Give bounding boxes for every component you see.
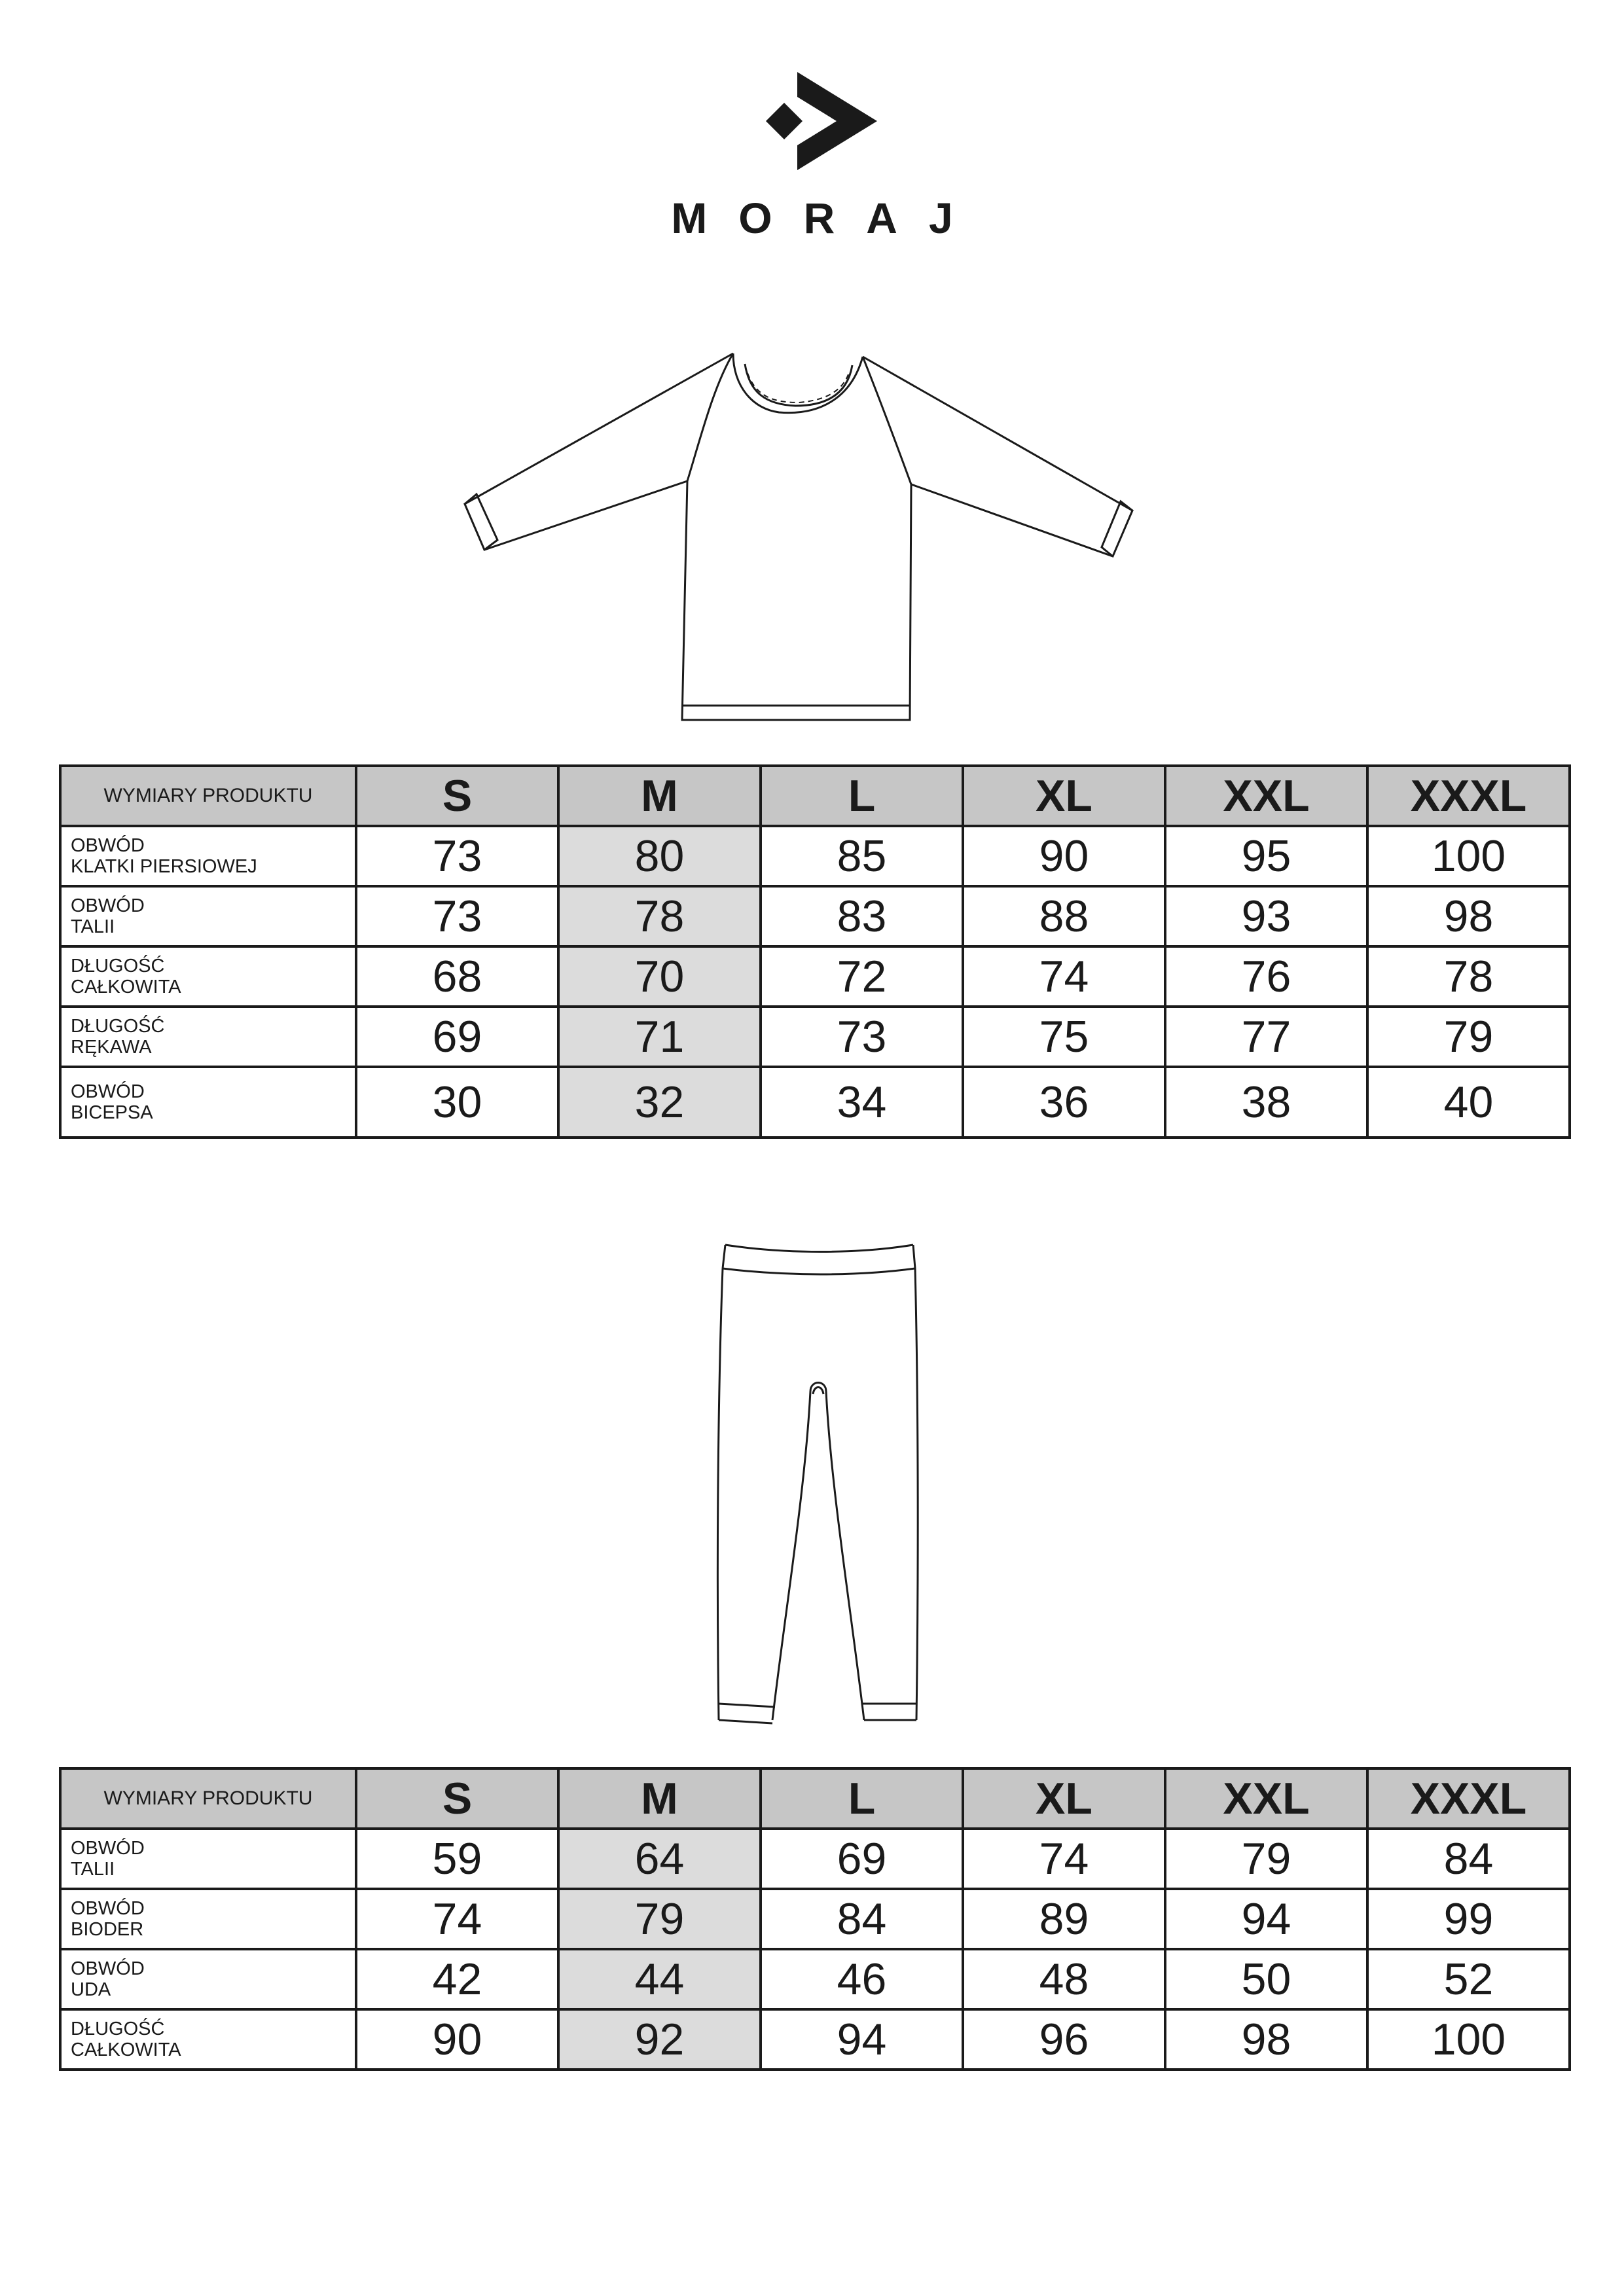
table-cell: 38 bbox=[1165, 1067, 1367, 1138]
table-row bbox=[60, 1889, 1570, 1949]
table-cell: 100 bbox=[1367, 2009, 1570, 2070]
longsleeve-shirt-icon bbox=[452, 347, 1159, 733]
table-cell: 59 bbox=[356, 1829, 558, 1889]
bottom-size-table bbox=[59, 1767, 1571, 2071]
table-cell: 94 bbox=[761, 2009, 963, 2070]
size-header-xl: XL bbox=[963, 766, 1165, 826]
table-cell: 95 bbox=[1165, 826, 1367, 886]
table-row bbox=[60, 1067, 1570, 1138]
size-header-l: L bbox=[761, 766, 963, 826]
table-cell: 93 bbox=[1165, 886, 1367, 946]
row-label: OBWÓD TALII bbox=[60, 886, 356, 946]
table-cell: 34 bbox=[761, 1067, 963, 1138]
table-cell: 92 bbox=[558, 2009, 761, 2070]
table-cell: 77 bbox=[1165, 1007, 1367, 1067]
table-cell: 46 bbox=[761, 1949, 963, 2009]
table-cell: 73 bbox=[761, 1007, 963, 1067]
table-cell: 73 bbox=[356, 826, 558, 886]
table-cell: 30 bbox=[356, 1067, 558, 1138]
table-cell: 72 bbox=[761, 946, 963, 1007]
table-cell: 42 bbox=[356, 1949, 558, 2009]
row-label: OBWÓD UDA bbox=[60, 1949, 356, 2009]
table-row bbox=[60, 946, 1570, 1007]
table-cell: 71 bbox=[558, 1007, 761, 1067]
row-label: DŁUGOŚĆ CAŁKOWITA bbox=[60, 946, 356, 1007]
table-cell: 84 bbox=[1367, 1829, 1570, 1889]
size-header-s: S bbox=[356, 1768, 558, 1829]
size-header-s: S bbox=[356, 766, 558, 826]
table-cell: 100 bbox=[1367, 826, 1570, 886]
header-label: WYMIARY PRODUKTU bbox=[60, 1768, 356, 1829]
table-cell: 90 bbox=[356, 2009, 558, 2070]
table-cell: 85 bbox=[761, 826, 963, 886]
size-header-xxl: XXL bbox=[1165, 766, 1367, 826]
table-cell: 69 bbox=[761, 1829, 963, 1889]
top-size-table bbox=[59, 764, 1571, 1139]
table-row bbox=[60, 826, 1570, 886]
row-label: DŁUGOŚĆ RĘKAWA bbox=[60, 1007, 356, 1067]
table-cell: 68 bbox=[356, 946, 558, 1007]
table-cell: 90 bbox=[963, 826, 1165, 886]
table-cell: 36 bbox=[963, 1067, 1165, 1138]
table-row bbox=[60, 1829, 1570, 1889]
table-cell: 88 bbox=[963, 886, 1165, 946]
row-label: OBWÓD BICEPSA bbox=[60, 1067, 356, 1138]
row-label: OBWÓD TALII bbox=[60, 1829, 356, 1889]
size-header-xxl: XXL bbox=[1165, 1768, 1367, 1829]
table-cell: 80 bbox=[558, 826, 761, 886]
table-cell: 50 bbox=[1165, 1949, 1367, 2009]
size-header-m: M bbox=[558, 766, 761, 826]
size-header-l: L bbox=[761, 1768, 963, 1829]
table-cell: 79 bbox=[1367, 1007, 1570, 1067]
table-cell: 98 bbox=[1367, 886, 1570, 946]
table-cell: 40 bbox=[1367, 1067, 1570, 1138]
table-cell: 94 bbox=[1165, 1889, 1367, 1949]
row-label: OBWÓD BIODER bbox=[60, 1889, 356, 1949]
size-header-xxxl: XXXL bbox=[1367, 1768, 1570, 1829]
table-cell: 73 bbox=[356, 886, 558, 946]
table-header-row bbox=[60, 766, 1570, 826]
table-cell: 84 bbox=[761, 1889, 963, 1949]
header-label: WYMIARY PRODUKTU bbox=[60, 766, 356, 826]
table-row bbox=[60, 2009, 1570, 2070]
table-header-row bbox=[60, 1768, 1570, 1829]
table-cell: 74 bbox=[356, 1889, 558, 1949]
table-cell: 99 bbox=[1367, 1889, 1570, 1949]
moraj-chevron-logo-icon bbox=[766, 72, 877, 170]
table-cell: 98 bbox=[1165, 2009, 1367, 2070]
table-cell: 74 bbox=[963, 1829, 1165, 1889]
size-header-m: M bbox=[558, 1768, 761, 1829]
row-label: DŁUGOŚĆ CAŁKOWITA bbox=[60, 2009, 356, 2070]
brand-name: MORAJ bbox=[671, 194, 984, 242]
table-cell: 78 bbox=[1367, 946, 1570, 1007]
table-cell: 44 bbox=[558, 1949, 761, 2009]
leggings-icon bbox=[713, 1242, 929, 1740]
table-cell: 96 bbox=[963, 2009, 1165, 2070]
table-cell: 64 bbox=[558, 1829, 761, 1889]
table-cell: 52 bbox=[1367, 1949, 1570, 2009]
table-row bbox=[60, 1007, 1570, 1067]
table-cell: 79 bbox=[558, 1889, 761, 1949]
table-cell: 70 bbox=[558, 946, 761, 1007]
table-row bbox=[60, 886, 1570, 946]
table-cell: 69 bbox=[356, 1007, 558, 1067]
table-cell: 79 bbox=[1165, 1829, 1367, 1889]
row-label: OBWÓD KLATKI PIERSIOWEJ bbox=[60, 826, 356, 886]
table-cell: 32 bbox=[558, 1067, 761, 1138]
table-cell: 83 bbox=[761, 886, 963, 946]
table-cell: 76 bbox=[1165, 946, 1367, 1007]
size-header-xl: XL bbox=[963, 1768, 1165, 1829]
table-cell: 74 bbox=[963, 946, 1165, 1007]
table-row bbox=[60, 1949, 1570, 2009]
table-cell: 89 bbox=[963, 1889, 1165, 1949]
brand-logo bbox=[0, 72, 1624, 255]
table-cell: 78 bbox=[558, 886, 761, 946]
table-cell: 48 bbox=[963, 1949, 1165, 2009]
size-header-xxxl: XXXL bbox=[1367, 766, 1570, 826]
table-cell: 75 bbox=[963, 1007, 1165, 1067]
